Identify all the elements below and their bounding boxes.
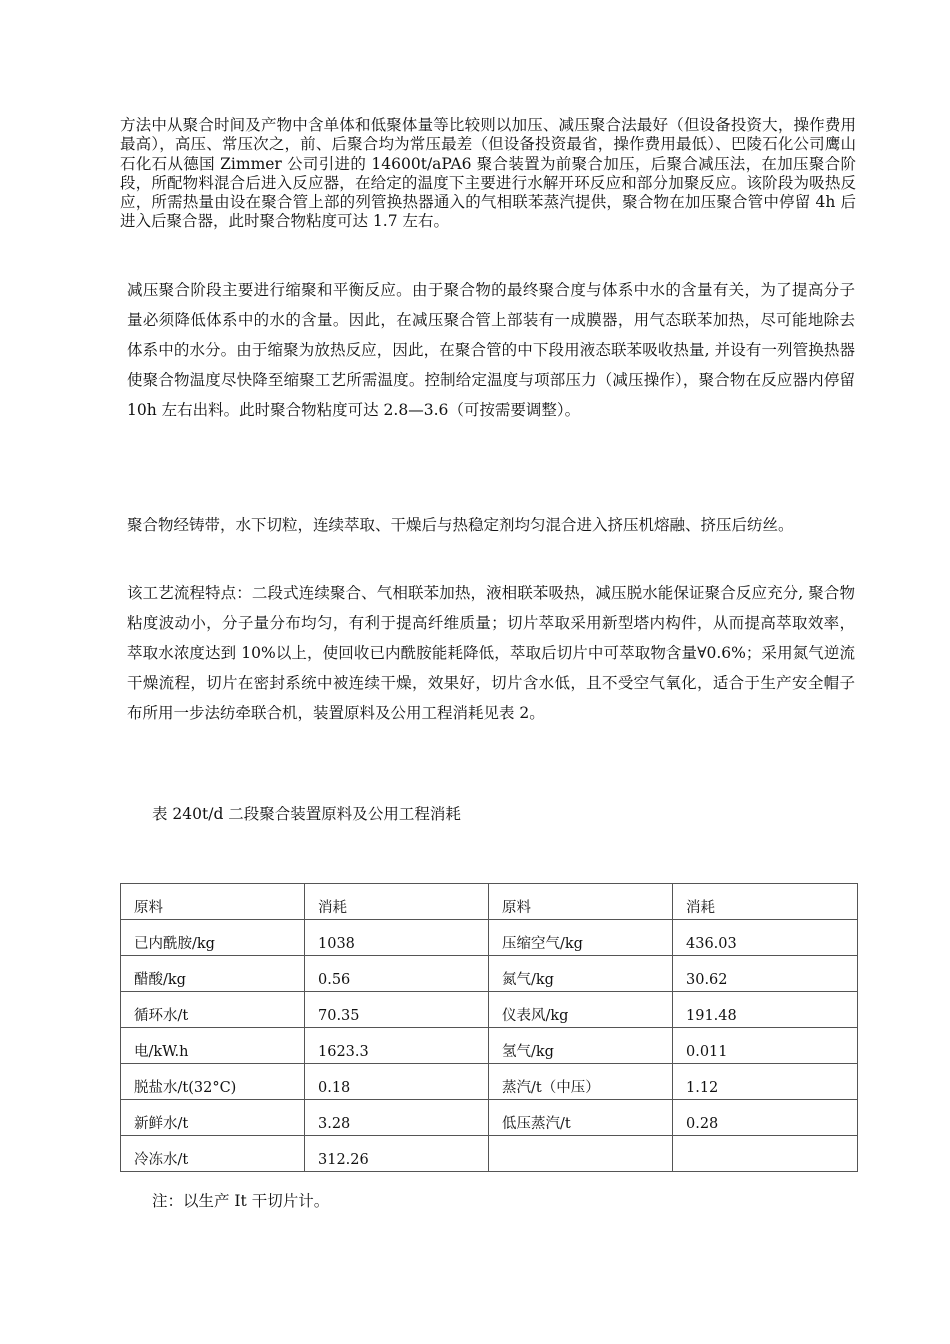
table-cell: 0.56 [305,956,489,992]
table-cell: 氮气/kg [489,956,673,992]
table-cell: 436.03 [673,920,858,956]
table-cell: 191.48 [673,992,858,1028]
table-row [121,956,858,992]
table-cell: 已内酰胺/kg [121,920,305,956]
table-cell: 蒸汽/t（中压） [489,1064,673,1100]
table-cell: 压缩空气/kg [489,920,673,956]
table-row [121,1100,858,1136]
table-cell: 70.35 [305,992,489,1028]
table-row [121,920,858,956]
table-header-row [121,884,858,920]
header-cell: 消耗 [673,884,858,920]
table-row [121,1064,858,1100]
paragraph-casting-spinning: 聚合物经铸带，水下切粒，连续萃取、干燥后与热稳定剂均匀混合进入挤压机熔融、挤压后纺丝。 [127,516,794,534]
table-cell [489,1136,673,1172]
table-cell: 3.28 [305,1100,489,1136]
header-cell: 原料 [489,884,673,920]
table-cell: 循环水/t [121,992,305,1028]
table-row [121,1136,858,1172]
table-cell: 1623.3 [305,1028,489,1064]
table-cell: 1038 [305,920,489,956]
table-cell: 低压蒸汽/t [489,1100,673,1136]
header-cell: 原料 [121,884,305,920]
table-cell: 脱盐水/t(32°C) [121,1064,305,1100]
table-row [121,992,858,1028]
table-cell: 氢气/kg [489,1028,673,1064]
table-cell: 仪表风/kg [489,992,673,1028]
table-cell: 新鲜水/t [121,1100,305,1136]
table-note: 注：以生产 It 干切片计。 [152,1192,330,1210]
header-cell: 消耗 [305,884,489,920]
paragraph-vacuum-polymerization: 减压聚合阶段主要进行缩聚和平衡反应。由于聚合物的最终聚合度与体系中水的含量有关，为了提高分子量必须降低体系中的水的含量。因此，在减压聚合管上部装有一成膜器，用气态联苯加热，尽可能地除去体系中的水分。由于缩聚为放热反应，因此，在聚合管的中下段用液态联苯吸收热量, 并设有一列管换热器使聚合物温度尽快降至缩聚工艺所需温度。控制给定温度与项部压力（减压操作），聚合物在反应器内停留 10h 左右出料。此时聚合物粘度可达 2.8—3.6（可按需要调整）。 [127,281,855,419]
paragraph-polymerization-methods: 方法中从聚合时间及产物中含单体和低聚体量等比较则以加压、减压聚合法最好（但设备投资大，操作费用最高），高压、常压次之，前、后聚合均为常压最差（但设备投资最省，操作费用最低）、巴陵石化公司鹰山石化石从德国 Zimmer 公司引进的 14600t/aPA6 聚合装置为前聚合加压，后聚合减压法，在加压聚合阶段，所配物料混合后进入反应器，在给定的温度下主要进行水解开环反应和部分加聚反应。该阶段为吸热反应，所需热量由设在聚合管上部的列管换热器通入的气相联苯蒸汽提供，聚合物在加压聚合管中停留 4h 后进入后聚合器，此时聚合物粘度可达 1.7 左右。 [120,116,856,231]
consumption-table [120,883,858,1172]
table-cell: 30.62 [673,956,858,992]
table-cell: 1.12 [673,1064,858,1100]
paragraph-process-features: 该工艺流程特点：二段式连续聚合、气相联苯加热，液相联苯吸热，减压脱水能保证聚合反应充分, 聚合物粘度波动小，分子量分布均匀，有利于提高纤维质量；切片萃取采用新型塔内构件，从而提高萃取效率，萃取水浓度达到 10%以上，使回收已内酰胺能耗降低，萃取后切片中可萃取物含量∀0.6%；采用氮气逆流干燥流程，切片在密封系统中被连续干燥，效果好，切片含水低，且不受空气氧化，适合于生产安全帽子布所用一步法纺牵联合机，装置原料及公用工程消耗见表 2。 [127,584,855,722]
table-cell: 冷冻水/t [121,1136,305,1172]
table-cell: 312.26 [305,1136,489,1172]
table-cell: 0.28 [673,1100,858,1136]
table-cell: 电/kW.h [121,1028,305,1064]
table-caption: 表 240t/d 二段聚合装置原料及公用工程消耗 [152,805,461,823]
table-cell: 0.011 [673,1028,858,1064]
table-cell: 醋酸/kg [121,956,305,992]
table-cell: 0.18 [305,1064,489,1100]
table-cell [673,1136,858,1172]
table-row [121,1028,858,1064]
